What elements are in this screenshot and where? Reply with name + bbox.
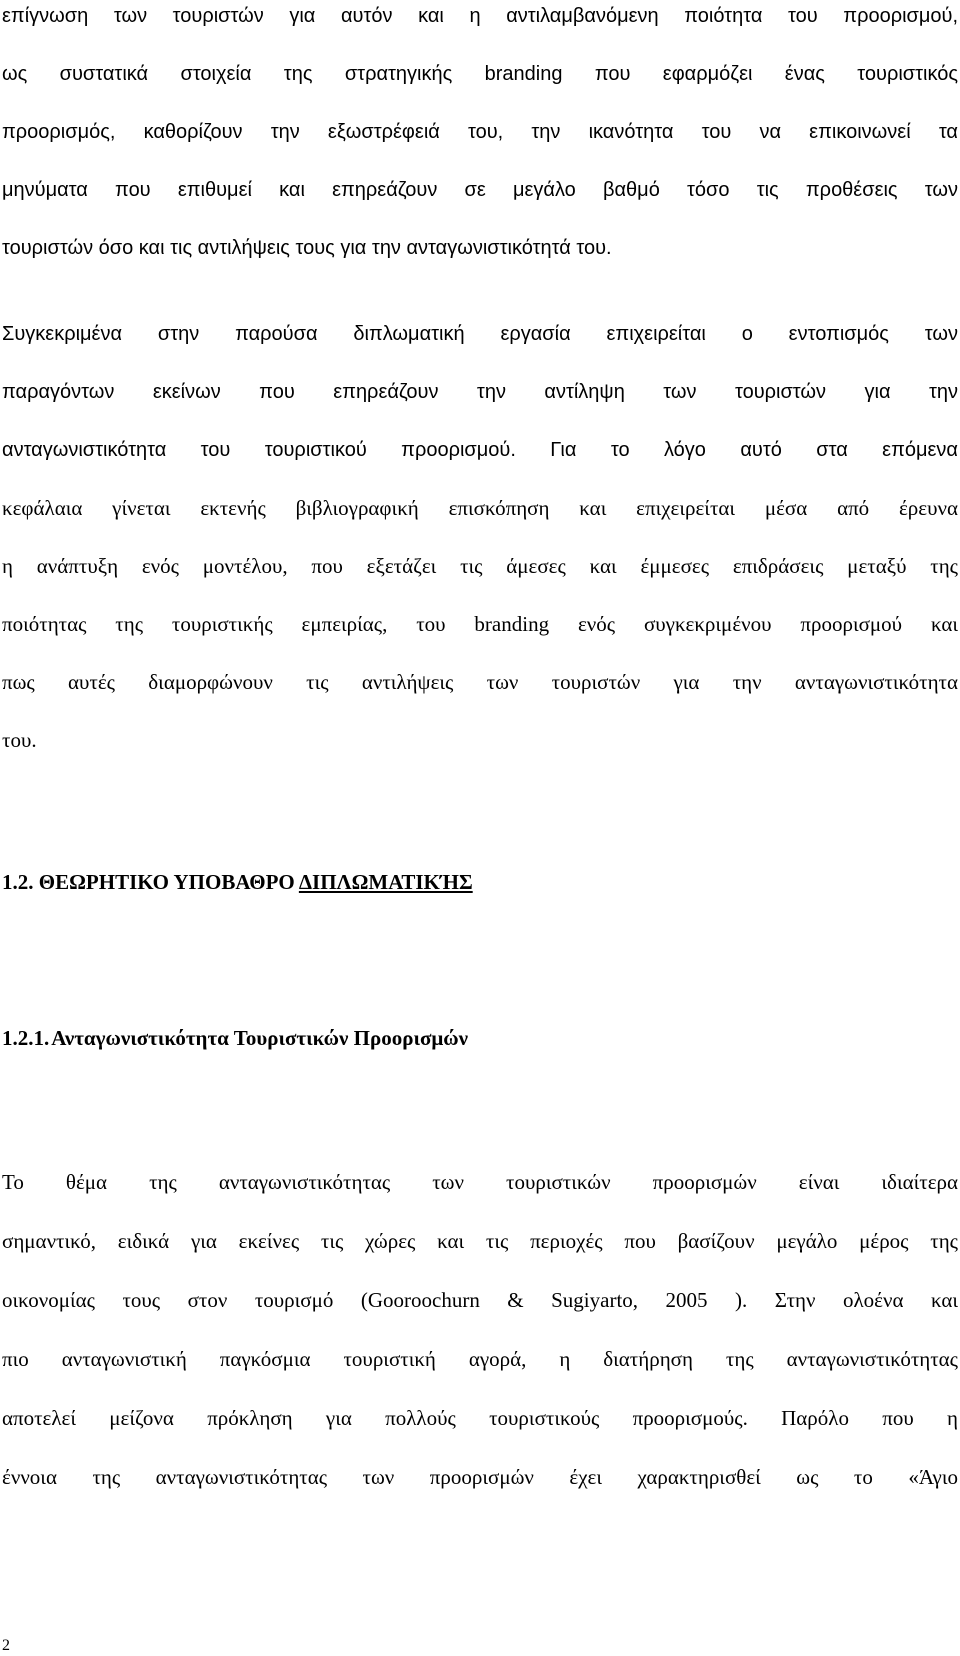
text-line: ανταγωνιστικότητα του τουριστικού προορισμού. Για το λόγο αυτό στα επόμενα bbox=[2, 439, 958, 461]
section-title: ΘΕΩΡΗΤΙΚΟ ΥΠΟΒΑΘΡΟ bbox=[38, 870, 299, 894]
text-line: πως αυτές διαμορφώνουν τις αντιλήψεις των τουριστών για την ανταγωνιστικότητα bbox=[2, 670, 958, 694]
subsection-heading bbox=[2, 1022, 468, 1054]
text-line: αποτελεί μείζονα πρόκληση για πολλούς τουριστικούς προορισμούς. Παρόλο που η bbox=[2, 1406, 958, 1430]
text-line: σημαντικό, ειδικά για εκείνες τις χώρες και τις περιοχές που βασίζουν μεγάλο μέρος της bbox=[2, 1229, 958, 1253]
text-line: Το θέμα της ανταγωνιστικότητας των τουριστικών προορισμών είναι ιδιαίτερα bbox=[2, 1170, 958, 1194]
text-line: τουριστών όσο και τις αντιλήψεις τους για την ανταγωνιστικότητά του. bbox=[2, 237, 612, 259]
section-number: 1.2. bbox=[2, 870, 34, 894]
subsection-title: Ανταγωνιστικότητα Τουριστικών Προορισμών bbox=[51, 1026, 469, 1050]
text-line: ως συστατικά στοιχεία της στρατηγικής branding που εφαρμόζει ένας τουριστικός bbox=[2, 63, 958, 85]
text-line: του. bbox=[2, 728, 37, 752]
text-line: πιο ανταγωνιστική παγκόσμια τουριστική αγορά, η διατήρηση της ανταγωνιστικότητας bbox=[2, 1347, 958, 1371]
page-number: 2 bbox=[2, 1637, 10, 1654]
subsection-number: 1.2.1. bbox=[2, 1026, 50, 1050]
text-line: παραγόντων εκείνων που επηρεάζουν την αντίληψη των τουριστών για την bbox=[2, 381, 958, 403]
text-line: επίγνωση των τουριστών για αυτόν και η αντιλαμβανόμενη ποιότητα του προορισμού, bbox=[2, 5, 958, 27]
section-title-underlined: ΔΙΠΛΩΜΑΤΙΚΉΣ bbox=[298, 870, 473, 894]
text-line: προορισμός, καθορίζουν την εξωστρέφειά του, την ικανότητα του να επικοινωνεί τα bbox=[2, 121, 958, 143]
text-line: η ανάπτυξη ενός μοντέλου, που εξετάζει τις άμεσες και έμμεσες επιδράσεις μεταξύ της bbox=[2, 554, 958, 578]
text-line: Συγκεκριμένα στην παρούσα διπλωματική εργασία επιχειρείται ο εντοπισμός των bbox=[2, 323, 958, 345]
text-line: ποιότητας της τουριστικής εμπειρίας, του branding ενός συγκεκριμένου προορισμού και bbox=[2, 612, 958, 636]
text-line: οικονομίας τους στον τουρισμό (Gooroochurn & Sugiyarto, 2005 ). Στην ολοένα και bbox=[2, 1288, 958, 1312]
text-line: μηνύματα που επιθυμεί και επηρεάζουν σε μεγάλο βαθμό τόσο τις προθέσεις των bbox=[2, 179, 958, 201]
text-line: κεφάλαια γίνεται εκτενής βιβλιογραφική επισκόπηση και επιχειρείται μέσα από έρευνα bbox=[2, 496, 958, 520]
text-line: έννοια της ανταγωνιστικότητας των προορισμών έχει χαρακτηρισθεί ως το «Άγιο bbox=[2, 1465, 958, 1489]
section-heading bbox=[2, 866, 473, 898]
